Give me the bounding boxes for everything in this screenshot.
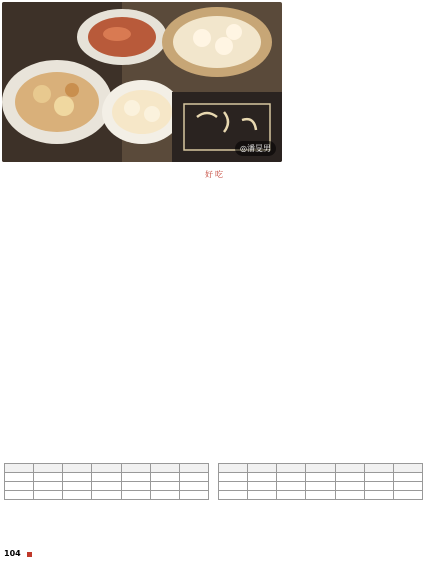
table-cell [219, 482, 248, 491]
table-header-cell [5, 464, 34, 473]
table-cell [34, 482, 63, 491]
table-header-cell [150, 464, 179, 473]
table-cell [150, 482, 179, 491]
table-cell [306, 482, 335, 491]
table-cell [335, 482, 364, 491]
table-cell [92, 491, 121, 500]
table-row [219, 482, 423, 491]
table-cell [63, 491, 92, 500]
table-cell [364, 473, 393, 482]
table-cell [306, 491, 335, 500]
table-header-cell [393, 464, 422, 473]
article-column-2 [147, 167, 283, 460]
table-cell [34, 491, 63, 500]
food-piece-3 [65, 83, 79, 97]
table-cell [34, 473, 63, 482]
table-header-cell [364, 464, 393, 473]
table-cell [364, 482, 393, 491]
table-cell [219, 491, 248, 500]
table-header-row [5, 464, 209, 473]
page-number: 104 [4, 549, 21, 558]
table-cell [277, 482, 306, 491]
flight-schedule [4, 463, 423, 545]
food-piece-1 [33, 85, 51, 103]
table-cell [248, 473, 277, 482]
page-footer [4, 549, 36, 558]
table-cell [5, 473, 34, 482]
table-row [5, 473, 209, 482]
table-header-cell [219, 464, 248, 473]
table-row [219, 491, 423, 500]
table-header-cell [277, 464, 306, 473]
article-column-1 [4, 167, 140, 460]
table-cell [277, 491, 306, 500]
table-row [5, 491, 209, 500]
table-cell [364, 491, 393, 500]
flight-table-left [4, 463, 209, 500]
food-photo [2, 2, 282, 162]
table-cell [5, 491, 34, 500]
table-cell [248, 482, 277, 491]
table-header-cell [306, 464, 335, 473]
table-cell [121, 473, 150, 482]
table-cell [277, 473, 306, 482]
table-cell [150, 491, 179, 500]
table-cell [179, 482, 208, 491]
food-piece-2 [54, 96, 74, 116]
flight-table-right [218, 463, 423, 500]
table-cell [63, 482, 92, 491]
table-header-cell [335, 464, 364, 473]
flight-table [4, 463, 209, 500]
table-cell [5, 482, 34, 491]
table-header-cell [92, 464, 121, 473]
table-cell [393, 491, 422, 500]
table-header-cell [63, 464, 92, 473]
food-photo-illustration [2, 2, 282, 162]
table-row [5, 482, 209, 491]
food-center [112, 90, 172, 134]
table-cell [335, 491, 364, 500]
footer-square-icon [27, 552, 32, 557]
article-column-3 [290, 2, 425, 460]
table-cell [335, 473, 364, 482]
bun-3 [226, 24, 242, 40]
table-cell [63, 473, 92, 482]
table-header-cell [179, 464, 208, 473]
dumpling-1 [124, 100, 140, 116]
table-header-cell [248, 464, 277, 473]
table-cell [150, 473, 179, 482]
bun-2 [215, 37, 233, 55]
dumpling-2 [144, 106, 160, 122]
table-cell [121, 491, 150, 500]
table-cell [121, 482, 150, 491]
table-cell [92, 473, 121, 482]
photo-credit-badge: ◎潘旻男 [235, 141, 276, 156]
table-header-row [219, 464, 423, 473]
table-cell [219, 473, 248, 482]
table-cell [92, 482, 121, 491]
table-cell [179, 473, 208, 482]
table-header-cell [34, 464, 63, 473]
table-cell [306, 473, 335, 482]
table-header-cell [121, 464, 150, 473]
table-row [219, 473, 423, 482]
bun-1 [193, 29, 211, 47]
table-cell [248, 491, 277, 500]
table-cell [393, 482, 422, 491]
table-cell [393, 473, 422, 482]
flight-table [218, 463, 423, 500]
food-top-highlight [103, 27, 131, 41]
table-cell [179, 491, 208, 500]
section-heading: 好吃 [205, 170, 225, 179]
